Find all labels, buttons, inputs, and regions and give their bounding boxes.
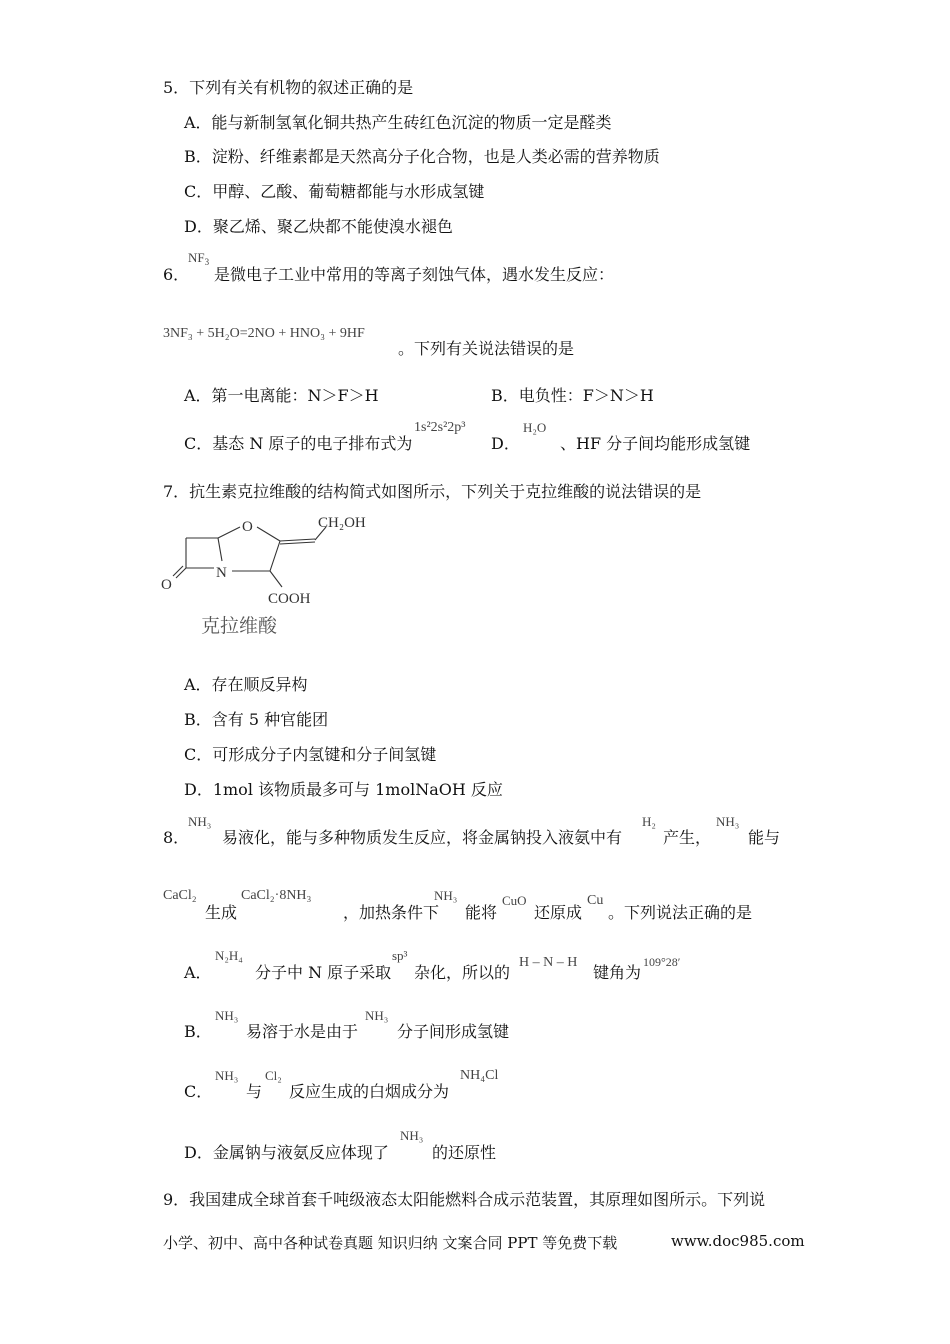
q8-formula-nh3-b1: NH₃ bbox=[215, 1008, 239, 1023]
q5-option-d: D．聚乙烯、聚乙炔都不能使溴水褪色 bbox=[184, 217, 453, 236]
q8-text-7: 还原成 bbox=[534, 903, 583, 922]
footer-url[interactable]: www.doc985.com bbox=[671, 1232, 805, 1250]
q6-equation: 3NF₃ + 5H₂O=2NO + HNO₃ + 9HF bbox=[163, 326, 365, 341]
q6-stem-end: 。下列有关说法错误的是 bbox=[398, 339, 575, 358]
q7-ring-oxygen: O bbox=[242, 519, 253, 535]
q7-structure-caption: 克拉维酸 bbox=[201, 616, 278, 637]
q6-formula-nf3: $NF_3$ bbox=[188, 250, 210, 267]
q7-structure-diagram bbox=[150, 505, 400, 640]
q7-ring-nitrogen: N bbox=[216, 565, 227, 581]
q8-text-6: 能将 bbox=[465, 903, 498, 922]
q6-option-b: B．电负性：F＞N＞H bbox=[491, 386, 654, 405]
q5-option-b: B．淀粉、纤维素都是天然高分子化合物，也是人类必需的营养物质 bbox=[184, 147, 660, 166]
q6-stem: 是微电子工业中常用的等离子刻蚀气体，遇水发生反应： bbox=[214, 265, 615, 284]
q7-option-b: B．含有 5 种官能团 bbox=[184, 710, 329, 729]
q8-formula-n2h4: N₂H₄ bbox=[215, 948, 243, 963]
q7-stem: 7．抗生素克拉维酸的结构简式如图所示，下列关于克拉维酸的说法错误的是 bbox=[163, 482, 702, 501]
q8-formula-nh3: NH₃ bbox=[188, 814, 212, 829]
q8-formula-hnh: H – N – H bbox=[519, 955, 578, 970]
q8-option-c-label: C． bbox=[184, 1082, 213, 1101]
q8-formula-nh3-2: NH₃ bbox=[716, 814, 740, 829]
q8-formula-nh3-3: NH₃ bbox=[434, 888, 458, 903]
q9-stem: 9．我国建成全球首套千吨级液态太阳能燃料合成示范装置，其原理如图所示。下列说 bbox=[163, 1190, 766, 1209]
q7-carbonyl-oxygen: O bbox=[161, 577, 172, 593]
q8-formula-nh4cl: NH₄Cl bbox=[460, 1068, 499, 1083]
q6-number: 6． bbox=[163, 265, 190, 284]
q7-option-c: C．可形成分子内氢键和分子间氢键 bbox=[184, 745, 437, 764]
q8-option-b-text-2: 分子间形成氢键 bbox=[397, 1022, 510, 1041]
q8-option-a-text-2: 杂化，所以的 bbox=[414, 963, 511, 982]
q8-option-c-text-1: 与 bbox=[246, 1082, 263, 1101]
q8-option-a-label: A． bbox=[184, 963, 212, 982]
q8-option-a-text-1: 分子中 N 原子采取 bbox=[255, 963, 392, 982]
q8-formula-nh3-c: NH₃ bbox=[215, 1068, 239, 1083]
q8-text-8: 。下列说法正确的是 bbox=[608, 903, 753, 922]
q8-formula-cacl2: CaCl₂ bbox=[163, 888, 197, 903]
q7-option-a: A．存在顺反异构 bbox=[184, 675, 308, 694]
q8-text-3: 能与 bbox=[748, 828, 781, 847]
q8-angle-value: 109°28′ bbox=[643, 955, 681, 969]
q6-option-d-text: 、HF 分子间均能形成氢键 bbox=[560, 434, 751, 453]
q8-formula-sp3: sp³ bbox=[392, 948, 408, 963]
q8-option-b-label: B． bbox=[184, 1022, 212, 1041]
q6-option-c-text: C．基态 N 原子的电子排布式为 bbox=[184, 434, 413, 453]
q8-option-d-text-1: D．金属钠与液氨反应体现了 bbox=[184, 1143, 389, 1162]
q5-option-a: A．能与新制氢氧化铜共热产生砖红色沉淀的物质一定是醛类 bbox=[184, 113, 612, 132]
q8-formula-nh3-b2: NH₃ bbox=[365, 1008, 389, 1023]
q6-option-c-formula: 1s²2s²2p³ bbox=[414, 420, 466, 435]
q8-formula-cacl2-8nh3: CaCl₂·8NH₃ bbox=[241, 888, 312, 903]
q8-text-5: ，加热条件下 bbox=[343, 903, 440, 922]
q6-option-d-formula: H₂O bbox=[523, 420, 547, 435]
q8-formula-nh3-d: NH₃ bbox=[400, 1128, 424, 1143]
q8-formula-cl2: Cl₂ bbox=[265, 1068, 282, 1083]
q8-option-c-text-2: 反应生成的白烟成分为 bbox=[289, 1082, 450, 1101]
q7-ch2oh-label: CH₂OH bbox=[318, 515, 366, 531]
q6-option-a: A．第一电离能：N＞F＞H bbox=[184, 386, 379, 405]
q7-option-d: D．1mol 该物质最多可与 1molNaOH 反应 bbox=[184, 780, 503, 799]
q6-option-d-label: D． bbox=[491, 434, 520, 453]
q8-formula-cu: Cu bbox=[587, 893, 604, 908]
q5-option-c: C．甲醇、乙酸、葡萄糖都能与水形成氢键 bbox=[184, 182, 485, 201]
footer-text: 小学、初中、高中各种试卷真题 知识归纳 文案合同 PPT 等免费下载 bbox=[163, 1234, 618, 1252]
q8-formula-h2: H₂ bbox=[642, 814, 656, 829]
q5-stem: 5．下列有关有机物的叙述正确的是 bbox=[163, 78, 414, 97]
q8-option-b-text-1: 易溶于水是由于 bbox=[246, 1022, 359, 1041]
q8-text-2: 产生， bbox=[663, 828, 712, 847]
page-footer bbox=[163, 1232, 805, 1253]
q8-option-a-text-3: 键角为 bbox=[593, 963, 642, 982]
q7-cooh-label: COOH bbox=[268, 591, 311, 607]
q8-option-d-text-2: 的还原性 bbox=[432, 1143, 497, 1162]
q8-number: 8． bbox=[163, 828, 190, 847]
q8-text-4: 生成 bbox=[205, 903, 238, 922]
q8-formula-cuo: CuO bbox=[502, 893, 527, 908]
q8-text-1: 易液化，能与多种物质发生反应，将金属钠投入液氨中有 bbox=[222, 828, 623, 847]
